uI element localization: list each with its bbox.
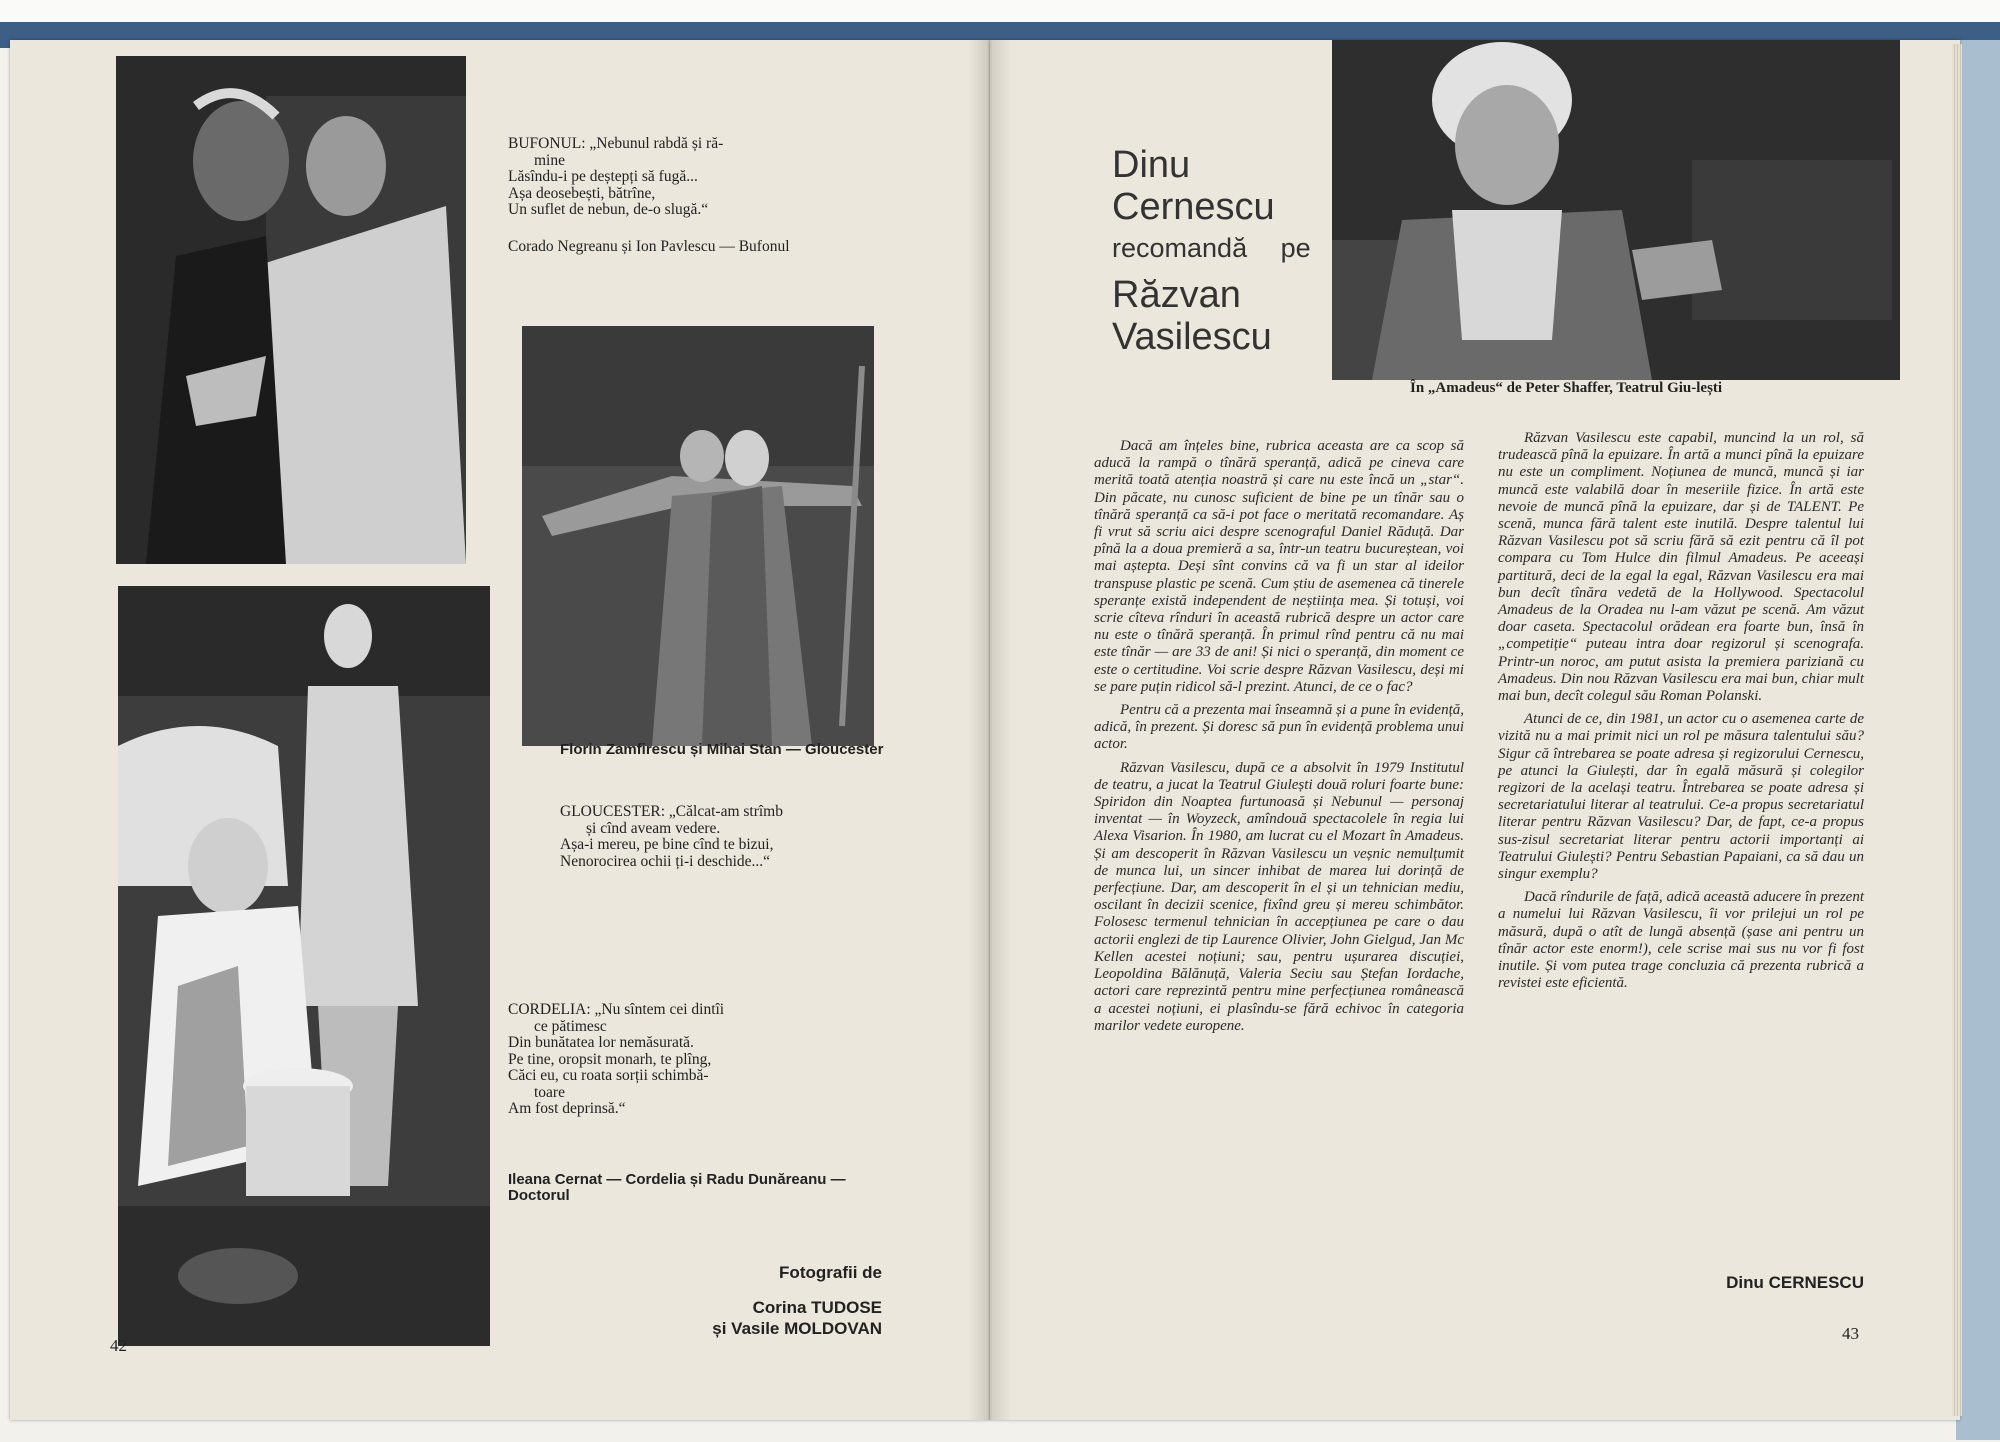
quote-line: toare	[534, 1083, 565, 1101]
photo-amadeus-image	[1332, 40, 1900, 380]
article-paragraph: Răzvan Vasilescu este capabil, muncind la un rol, să trudească pînă la epuizare. În artă a munci pînă la epuizare nu este un compliment. Noțiunea de muncă, muncă și iar muncă este valabilă doar în meseriile fizice. În artă este nevoie de muncă pînă la epuizare, dar și de TALENT. Pe scenă, munca fără talent este inutilă. Despre talentul lui Răzvan Vasilescu pot să scriu fără să ezit pentru că îl pot compara cu Tom Hulce din filmul Amadeus. Pe aceeași partitură, deci de la egal la egal, Răzvan Vasilescu era mai bun decît tînăra vedetă de la Hollywood. Spectacolul Amadeus de la Oradea nu l-am văzut pe scenă. Am văzut doar caseta. Spectacolul orădean era foarte bun, însă în „competiție“ puteau intra doar regizorul și scenografa. Printr-un noroc, am putut asista la premiera pariziană cu Amadeus. Din nou Răzvan Vasilescu era mai bun, chiar mult mai bun, decît colegul său Roman Polanski.	[1498, 430, 1864, 705]
quote-line: Pe tine, oropsit monarh, te plîng,	[508, 1050, 712, 1068]
quote-line: Un suflet de nebun, de-o slugă.“	[508, 201, 709, 218]
caption-bufonul: Corado Negreanu și Ion Pavlescu — Bufonul	[508, 238, 790, 255]
quote-line: și cînd aveam vedere.	[586, 819, 721, 837]
photo-credit-name: Corina TUDOSE	[752, 1298, 882, 1317]
quote-line: mine	[534, 151, 565, 169]
photo-credit-label: Fotografii de	[779, 1263, 882, 1282]
page-stack-edge	[1952, 44, 1962, 1416]
title-author: Dinu	[1112, 144, 1191, 186]
page-number-left: 42	[110, 1336, 127, 1355]
title-preposition: pe	[1280, 233, 1311, 263]
title-verb-text: recomandă	[1112, 233, 1248, 263]
quote-line: Așa-i mereu, pe bine cînd te bizui,	[560, 836, 774, 853]
quote-line: CORDELIA: „Nu sîntem cei dintîi	[508, 1001, 725, 1018]
quote-cordelia	[508, 1002, 868, 1118]
photo-bufonul-image	[116, 56, 466, 564]
photo-amadeus	[1332, 40, 1900, 380]
photo-cordelia-image	[118, 586, 490, 1346]
page-number-right: 43	[1842, 1324, 1859, 1343]
right-page	[990, 40, 1960, 1420]
photo-credit	[570, 1262, 882, 1339]
quote-line: GLOUCESTER: „Călcat-am strîmb	[560, 803, 783, 820]
title-subject: Răzvan	[1112, 274, 1241, 316]
article-column-right	[1498, 430, 1864, 999]
quote-line: ce pătimesc	[534, 1017, 607, 1035]
title-subject-surname: Vasilescu	[1112, 316, 1272, 358]
article-paragraph: Răzvan Vasilescu, după ce a absolvit în 1979 Institutul de teatru, a jucat la Teatrul Giulești două roluri foarte bune: Spiridon din Noaptea furtunoasă și Nebunul — personaj inventat — în Woyzeck, amîndouă spectacolele în regia lui Alexa Visarion. În 1980, am lucrat cu el Mozart în Amadeus. Și am descoperit în Răzvan Vasilescu un veșnic nemulțumit de munca lui, un sincer inhibat de marea lui dorință de perfecțiune. Dar, am descoperit în el și un tehnician mediu, oscilant în decizii scenice, fixînd greu și mereu schimbător. Folosesc termenul tehnician în accepțiunea pe care o dau actorii englezi de tip Laurence Olivier, John Gielgud, Jan Mc Kellen acestei noțiuni; sau, pentru ușurarea discuției, Leopoldina Bălănuță, Valeria Seciu sau Ștefan Iordache, actori care reprezintă pentru mine perfecțiunea românească a acestei noțiuni, ei plasîndu-se fără echivoc în categoria marilor vedete europene.	[1094, 759, 1464, 1034]
quote-line: BUFONUL: „Nebunul rabdă și ră-	[508, 135, 724, 152]
quote-gloucester	[560, 804, 900, 870]
photo-credit-name: și Vasile MOLDOVAN	[712, 1319, 882, 1338]
article-paragraph: Dacă rîndurile de față, adică această aducere în prezent a numelui lui Răzvan Vasilescu, îi vor prilejui un rol pe măsură, după o atît de lungă absență (șase ani pentru un tînăr actor este enorm!), cele scrise mai sus nu vor fi fost inutile. Și vom putea trage concluzia că prezenta rubrică a revistei este eficientă.	[1498, 889, 1864, 992]
article-paragraph: Pentru că a prezenta mai înseamnă și a pune în evidență, adică, în prezent. Și doresc să pun în evidență problema unui actor.	[1094, 702, 1464, 753]
quote-line: Nenorocirea ochii ți-i deschide...“	[560, 852, 771, 870]
quote-line: Căci eu, cu roata sorții schimbă-	[508, 1067, 709, 1084]
title-verb	[1112, 230, 1332, 266]
article-paragraph: Atunci de ce, din 1981, un actor cu o asemenea carte de vizită nu a mai primit nici un rol pe măsura talentului său? Sigur că întrebarea se poate adresa și regizorului Cernescu, pe atunci la Giulești, dar în egală măsură și colegilor regizori de la același teatru. Întrebarea se poate adresa și secretariatului literar al teatrului. Ce-a propus secretariatul literar pentru Răzvan Vasilescu? Dar, de fapt, ce-a propus sus-zisul secretariat literar pentru actorii importanți ai Teatrului Giulești? Pentru Sebastian Papaiani, ca să dau un singur exemplu?	[1498, 711, 1864, 883]
book-gutter	[968, 40, 1012, 1420]
quote-bufonul	[508, 136, 848, 219]
article-signature: Dinu CERNESCU	[1726, 1273, 1864, 1292]
photo-gloucester	[522, 326, 874, 746]
article-paragraph: Dacă am înțeles bine, rubrica aceasta are ca scop să aducă la rampă o tînără speranță, adică pe cineva care merită toată atenția noastră și care nu este încă un „star“. Din păcate, nu cunosc suficient de bine pe un tînăr sau o tînără speranță ca să-i pot face o meritată recomandare. Aș fi vrut să scriu aici despre scenograful Daniel Răduță. Dar pînă la a doua premieră a sa, într-un teatru bucureștean, voi mai aștepta. Deși sînt convins că va fi un star al ideilor transpuse plastic pe scenă. Cum știu de asemenea că tinerele speranțe există independent de neștiința mea. Și totuși, voi scrie cîteva rînduri în această rubrică despre un actor care nu este o tînără speranță. În primul rînd pentru că nu mai este tînăr — are 33 de ani! Și nici o speranță, din moment ce este o certitudine. Voi scrie despre Răzvan Vasilescu, deși mi se pare puțin ridicol să-l prezint. Atunci, de ce o fac?	[1094, 438, 1464, 695]
article-title	[1112, 144, 1332, 358]
caption-cordelia: Ileana Cernat — Cordelia și Radu Dunăreanu — Doctorul	[508, 1171, 846, 1204]
photo-amadeus-caption: În „Amadeus“ de Peter Shaffer, Teatrul Giu-lești	[1410, 380, 1723, 396]
title-author-surname: Cernescu	[1112, 186, 1275, 228]
photo-gloucester-image	[522, 326, 874, 746]
book-cover-edge	[1956, 40, 2000, 1440]
quote-line: Am fost deprinsă.“	[508, 1100, 626, 1117]
article-column-left	[1094, 438, 1464, 1041]
caption-gloucester-photo: Florin Zamfirescu și Mihai Stan — Gloucester	[560, 741, 884, 758]
left-page	[10, 40, 990, 1420]
photo-cordelia	[118, 586, 490, 1346]
quote-line: Din bunătatea lor nemăsurată.	[508, 1034, 694, 1051]
quote-line: Așa deosebești, bătrîne,	[508, 184, 656, 202]
quote-line: Lăsîndu-i pe deștepți să fugă...	[508, 168, 698, 185]
photo-bufonul	[116, 56, 466, 564]
